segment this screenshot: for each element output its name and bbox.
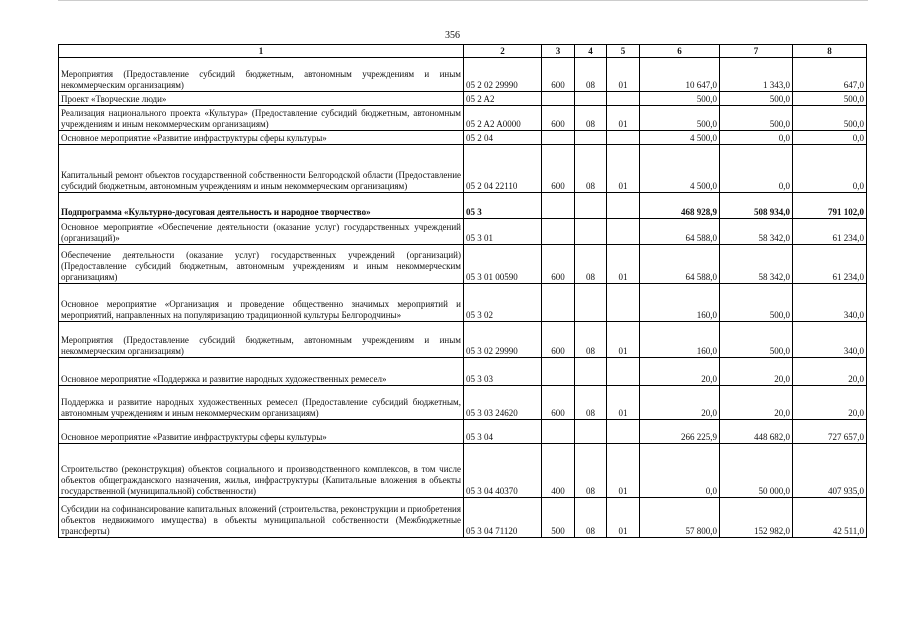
row-value-8: 727 657,0 [793, 420, 867, 444]
row-col4 [575, 358, 607, 386]
row-value-7: 1 343,0 [720, 58, 793, 92]
row-name: Проект «Творческие люди» [59, 92, 464, 106]
budget-table [58, 44, 867, 538]
row-col4 [575, 219, 607, 245]
row-name: Мероприятия (Предоставление субсидий бюджетным, автономным учреждениям и иным некоммерческим организациям) [59, 322, 464, 358]
row-col3: 600 [542, 322, 575, 358]
row-value-8: 407 935,0 [793, 444, 867, 498]
column-header: 7 [720, 45, 793, 58]
row-col3: 600 [542, 145, 575, 193]
row-col3 [542, 358, 575, 386]
row-value-7: 20,0 [720, 358, 793, 386]
table-row [59, 498, 867, 538]
row-col3: 600 [542, 245, 575, 284]
row-value-6: 64 588,0 [640, 219, 720, 245]
row-value-6: 4 500,0 [640, 131, 720, 145]
row-code: 05 3 03 24620 [464, 386, 542, 420]
row-col5 [607, 92, 640, 106]
row-value-6: 10 647,0 [640, 58, 720, 92]
row-col5 [607, 284, 640, 322]
row-name: Мероприятия (Предоставление субсидий бюджетным, автономным учреждениям и иным некоммерческим организациям) [59, 58, 464, 92]
table-row [59, 322, 867, 358]
row-code: 05 3 03 [464, 358, 542, 386]
row-code: 05 3 04 71120 [464, 498, 542, 538]
row-value-7: 152 982,0 [720, 498, 793, 538]
row-value-8: 61 234,0 [793, 219, 867, 245]
row-value-7: 20,0 [720, 386, 793, 420]
row-value-6: 64 588,0 [640, 245, 720, 284]
table-row [59, 386, 867, 420]
row-value-8: 20,0 [793, 358, 867, 386]
row-value-8: 500,0 [793, 106, 867, 131]
table-row [59, 92, 867, 106]
row-value-6: 20,0 [640, 358, 720, 386]
row-col3: 600 [542, 106, 575, 131]
table-row [59, 444, 867, 498]
row-col4 [575, 92, 607, 106]
row-col4: 08 [575, 58, 607, 92]
table-row [59, 58, 867, 92]
row-col4: 08 [575, 245, 607, 284]
row-col3: 500 [542, 498, 575, 538]
row-name: Основное мероприятие «Организация и проведение общественно значимых мероприятий и мероприятий, направленных на популяризацию традиционной культуры Белгородчины» [59, 284, 464, 322]
row-col3 [542, 131, 575, 145]
row-code: 05 3 04 [464, 420, 542, 444]
column-header: 1 [59, 45, 464, 58]
row-value-6: 57 800,0 [640, 498, 720, 538]
row-value-7: 448 682,0 [720, 420, 793, 444]
row-code: 05 2 A2 A0000 [464, 106, 542, 131]
row-col4: 08 [575, 386, 607, 420]
row-name: Основное мероприятие «Обеспечение деятельности (оказание услуг) государственных учреждений (организаций)» [59, 219, 464, 245]
table-row [59, 106, 867, 131]
row-col5 [607, 193, 640, 219]
row-col4 [575, 420, 607, 444]
row-value-8: 647,0 [793, 58, 867, 92]
row-value-7: 0,0 [720, 131, 793, 145]
table-header-row [59, 45, 867, 58]
row-col5: 01 [607, 498, 640, 538]
row-value-8: 340,0 [793, 322, 867, 358]
row-value-8: 791 102,0 [793, 193, 867, 219]
row-col4: 08 [575, 106, 607, 131]
row-value-8: 61 234,0 [793, 245, 867, 284]
row-col5: 01 [607, 386, 640, 420]
row-code: 05 3 02 29990 [464, 322, 542, 358]
row-col3 [542, 420, 575, 444]
row-code: 05 3 01 [464, 219, 542, 245]
row-value-7: 508 934,0 [720, 193, 793, 219]
row-code: 05 3 [464, 193, 542, 219]
row-value-6: 468 928,9 [640, 193, 720, 219]
table-row [59, 193, 867, 219]
row-code: 05 2 04 22110 [464, 145, 542, 193]
row-col5: 01 [607, 58, 640, 92]
table-row [59, 219, 867, 245]
row-value-6: 160,0 [640, 322, 720, 358]
row-name: Реализация национального проекта «Культура» (Предоставление субсидий бюджетным, автономным учреждениям и иным некоммерческим организациям) [59, 106, 464, 131]
table-row [59, 145, 867, 193]
row-value-8: 340,0 [793, 284, 867, 322]
row-value-6: 500,0 [640, 92, 720, 106]
row-col5 [607, 219, 640, 245]
column-header: 5 [607, 45, 640, 58]
row-col5: 01 [607, 145, 640, 193]
row-value-7: 58 342,0 [720, 245, 793, 284]
row-value-8: 20,0 [793, 386, 867, 420]
row-name: Обеспечение деятельности (оказание услуг) государственных учреждений (организаций) (Предоставление субсидий бюджетным, автономным учреждениям и иным некоммерческим организациям) [59, 245, 464, 284]
row-col4 [575, 193, 607, 219]
row-col5: 01 [607, 245, 640, 284]
column-header: 4 [575, 45, 607, 58]
row-col4: 08 [575, 322, 607, 358]
row-value-8: 0,0 [793, 145, 867, 193]
row-name: Субсидии на софинансирование капитальных вложений (строительства, реконструкции и приобретения объектов недвижимого имущества) в объекты муниципальной собственности (Межбюджетные трансферты) [59, 498, 464, 538]
row-col4: 08 [575, 444, 607, 498]
row-code: 05 2 02 29990 [464, 58, 542, 92]
row-value-7: 500,0 [720, 322, 793, 358]
row-col3 [542, 219, 575, 245]
row-name: Поддержка и развитие народных художественных ремесел (Предоставление субсидий бюджетным, автономным учреждениям и иным некоммерческим организациям) [59, 386, 464, 420]
column-header: 2 [464, 45, 542, 58]
row-name: Основное мероприятие «Поддержка и развитие народных художественных ремесел» [59, 358, 464, 386]
column-header: 3 [542, 45, 575, 58]
table-row [59, 284, 867, 322]
row-col4 [575, 284, 607, 322]
row-value-7: 500,0 [720, 284, 793, 322]
row-name: Основное мероприятие «Развитие инфраструктуры сферы культуры» [59, 420, 464, 444]
row-col4 [575, 131, 607, 145]
row-col3 [542, 193, 575, 219]
row-name: Строительство (реконструкция) объектов социального и производственного комплексов, в том числе объектов общегражданского назначения, жилья, инфраструктуры (Капитальные вложения в объекты государственной (муниципальной) собственности) [59, 444, 464, 498]
row-value-6: 160,0 [640, 284, 720, 322]
row-col3 [542, 92, 575, 106]
row-code: 05 2 04 [464, 131, 542, 145]
row-value-7: 0,0 [720, 145, 793, 193]
page-top-edge [58, 0, 868, 1]
row-col3: 400 [542, 444, 575, 498]
table-row [59, 245, 867, 284]
row-col3: 600 [542, 386, 575, 420]
row-name: Капитальный ремонт объектов государственной собственности Белгородской области (Предоставление субсидий бюджетным, автономным учреждениям и иным некоммерческим организациям) [59, 145, 464, 193]
row-code: 05 3 01 00590 [464, 245, 542, 284]
row-value-6: 0,0 [640, 444, 720, 498]
row-col3 [542, 284, 575, 322]
row-col5 [607, 131, 640, 145]
row-value-6: 266 225,9 [640, 420, 720, 444]
row-name: Основное мероприятие «Развитие инфраструктуры сферы культуры» [59, 131, 464, 145]
row-code: 05 3 04 40370 [464, 444, 542, 498]
row-value-7: 500,0 [720, 106, 793, 131]
row-col4: 08 [575, 498, 607, 538]
row-value-6: 500,0 [640, 106, 720, 131]
table-row [59, 131, 867, 145]
page-number: 356 [445, 30, 460, 41]
row-col5: 01 [607, 322, 640, 358]
row-value-7: 500,0 [720, 92, 793, 106]
row-value-7: 50 000,0 [720, 444, 793, 498]
row-code: 05 3 02 [464, 284, 542, 322]
row-value-8: 0,0 [793, 131, 867, 145]
row-value-7: 58 342,0 [720, 219, 793, 245]
row-col5: 01 [607, 106, 640, 131]
row-col3: 600 [542, 58, 575, 92]
row-value-6: 20,0 [640, 386, 720, 420]
row-value-8: 500,0 [793, 92, 867, 106]
column-header: 8 [793, 45, 867, 58]
row-code: 05 2 A2 [464, 92, 542, 106]
column-header: 6 [640, 45, 720, 58]
row-value-8: 42 511,0 [793, 498, 867, 538]
table-row [59, 358, 867, 386]
row-col5: 01 [607, 444, 640, 498]
row-col5 [607, 358, 640, 386]
row-value-6: 4 500,0 [640, 145, 720, 193]
row-col4: 08 [575, 145, 607, 193]
table-row [59, 420, 867, 444]
row-name: Подпрограмма «Культурно-досуговая деятельность и народное творчество» [59, 193, 464, 219]
row-col5 [607, 420, 640, 444]
